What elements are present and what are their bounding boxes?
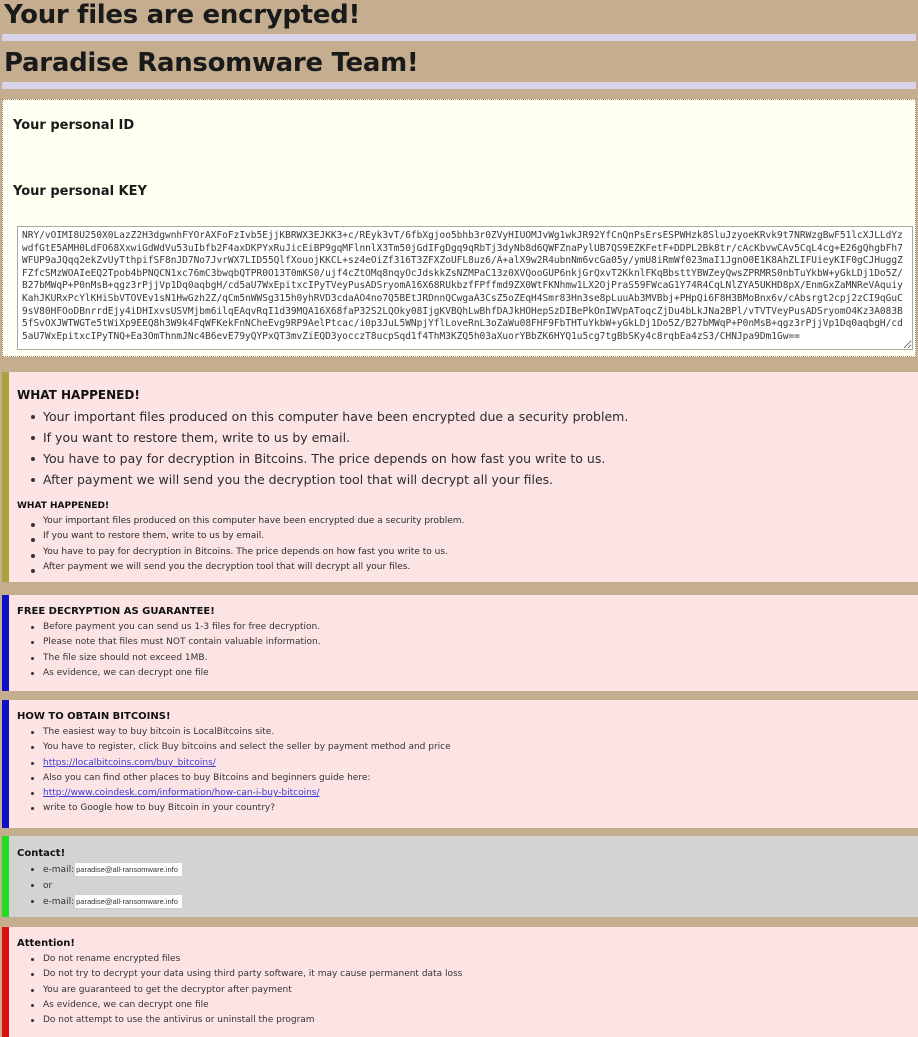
localbitcoins-link[interactable]: https://localbitcoins.com/buy_bitcoins/ [43,757,216,768]
list-item: You are guaranteed to get the decryptor after payment [31,983,462,998]
identity-box [2,99,916,357]
personal-key-label: Your personal KEY [13,184,147,199]
list-item: After payment we will send you the decryption tool that will decrypt all your files. [31,560,464,575]
list-item: Before payment you can send us 1-3 files for free decryption. [31,620,321,635]
personal-id-label: Your personal ID [13,118,135,133]
coindesk-link[interactable]: http://www.coindesk.com/information/how-can-i-buy-bitcoins/ [43,788,320,799]
list-item: write to Google how to buy Bitcoin in your country? [31,801,451,816]
page-title: Your files are encrypted! [4,0,361,30]
contact-or: or [31,878,183,894]
list-item: Do not attempt to use the antivirus or uninstall the program [31,1013,462,1028]
what-happened-small-title: WHAT HAPPENED! [17,501,110,511]
contact-email-2 [31,894,183,910]
what-happened-list [31,406,628,490]
list-item: After payment we will send you the decryption tool that will decrypt all your files. [31,469,628,490]
attention-section [2,927,918,1037]
contact-email-1 [31,862,183,878]
email-label: e-mail: [43,865,75,875]
list-item: You have to pay for decryption in Bitcoins. The price depends on how fast you write to us. [31,545,464,560]
divider [2,82,916,89]
list-item [31,786,451,801]
list-item: As evidence, we can decrypt one file [31,666,321,681]
attention-title: Attention! [17,938,75,949]
list-item: Do not try to decrypt your data using third party software, it may cause permanent data loss [31,967,462,982]
free-decryption-title: FREE DECRYPTION AS GUARANTEE! [17,606,215,617]
free-decryption-section [2,595,918,691]
list-item: As evidence, we can decrypt one file [31,998,462,1013]
contact-title: Contact! [17,848,66,859]
list-item: The file size should not exceed 1MB. [31,651,321,666]
list-item: If you want to restore them, write to us by email. [31,427,628,448]
list-item: Please note that files must NOT contain valuable information. [31,635,321,650]
divider [2,34,916,41]
list-item: You have to register, click Buy bitcoins and select the seller by payment method and price [31,740,451,755]
email-field-1[interactable] [74,862,183,877]
what-happened-section [2,372,918,582]
email-field-2[interactable] [74,894,183,909]
list-item: If you want to restore them, write to us by email. [31,529,464,544]
team-title: Paradise Ransomware Team! [4,48,419,78]
list-item [31,756,451,771]
what-happened-title: WHAT HAPPENED! [17,388,140,402]
list-item: Your important files produced on this computer have been encrypted due a security problem. [31,514,464,529]
list-item: Also you can find other places to buy Bitcoins and beginners guide here: [31,771,451,786]
list-item: Your important files produced on this computer have been encrypted due a security problem. [31,406,628,427]
personal-key-textarea[interactable] [17,226,913,350]
what-happened-small-list [31,514,464,575]
obtain-bitcoins-title: HOW TO OBTAIN BITCOINS! [17,711,171,722]
contact-section [2,836,918,917]
obtain-bitcoins-section [2,700,918,828]
list-item: Do not rename encrypted files [31,952,462,967]
email-label: e-mail: [43,897,75,907]
list-item: You have to pay for decryption in Bitcoins. The price depends on how fast you write to us. [31,448,628,469]
list-item: The easiest way to buy bitcoin is LocalBitcoins site. [31,725,451,740]
